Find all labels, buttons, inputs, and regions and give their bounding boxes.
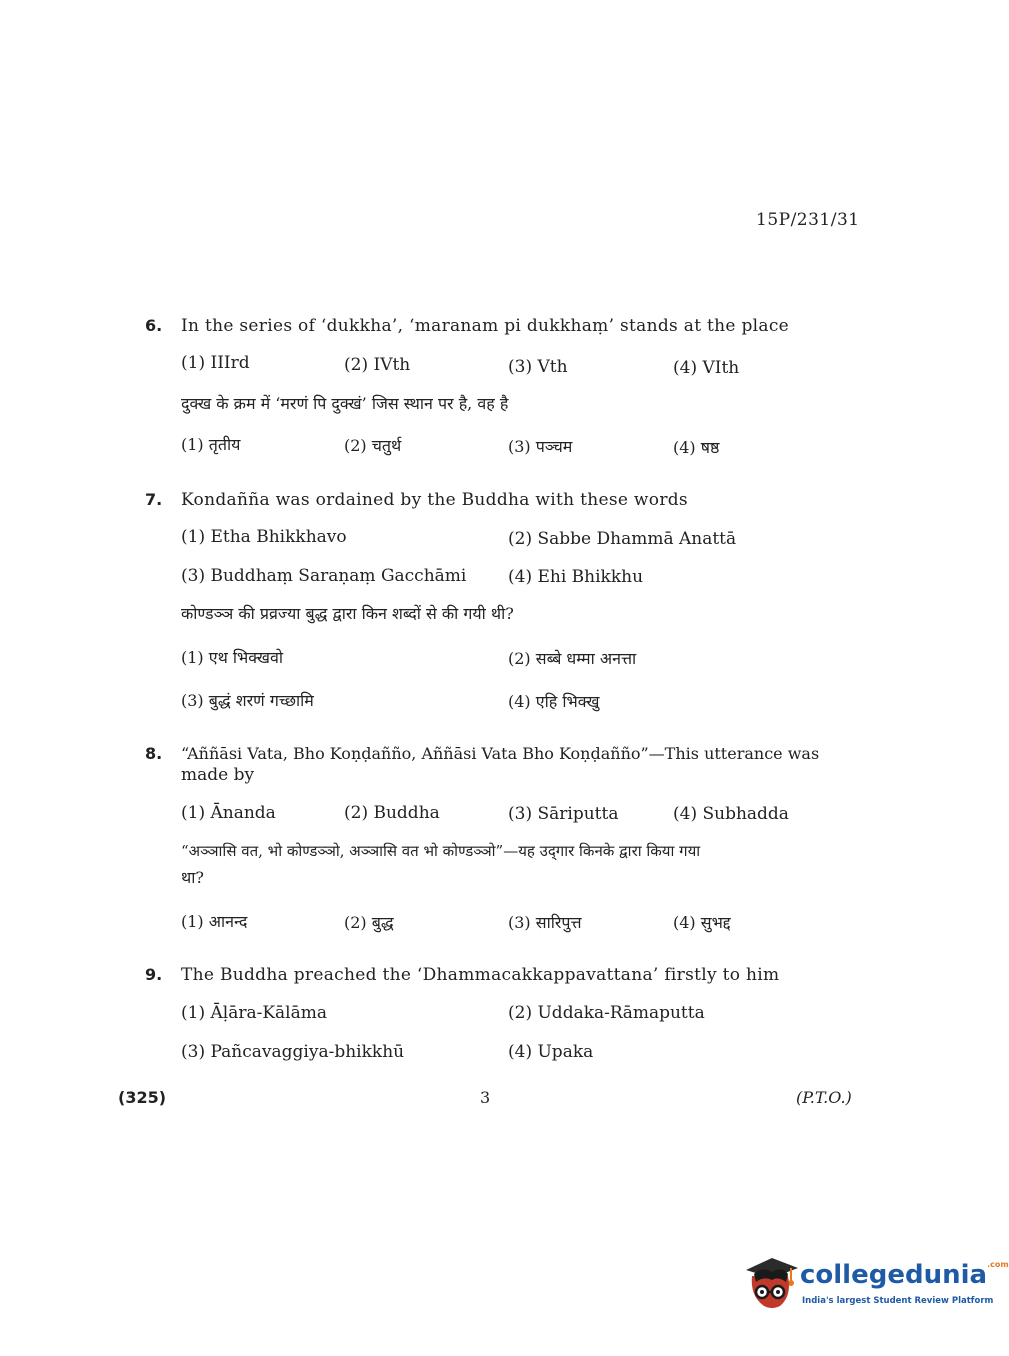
page-number: 3 bbox=[480, 1088, 491, 1107]
question-7-option-2: (2) Sabbe Dhammā Anattā bbox=[508, 529, 737, 549]
question-6-option-1: (1) IIIrd bbox=[181, 353, 250, 373]
question-7-text-en: Kondañña was ordained by the Buddha with these words bbox=[181, 490, 688, 510]
question-6-text-en: In the series of ‘dukkha’, ‘maranam pi dukkhaṃ’ stands at the place bbox=[181, 316, 790, 336]
question-9-option-4: (4) Upaka bbox=[508, 1042, 594, 1062]
collegedunia-logo[interactable] bbox=[742, 1252, 1009, 1318]
question-6-text-hi: दुक्ख के क्रम में ‘मरणं पि दुक्खं’ जिस स्थान पर है, वह है bbox=[181, 394, 509, 413]
question-7-option-1-hi: (1) एथ भिक्खवो bbox=[181, 648, 284, 667]
question-9-option-1: (1) Āḷāra-Kālāma bbox=[181, 1003, 328, 1023]
question-8-text-hi-line1: “अञ्ञासि वत, भो कोण्डञ्ञो, अञ्ञासि वत भो कोण्डञ्ञो”—यह उद्‌गार किनके द्वारा किया गया bbox=[181, 842, 701, 860]
question-8-number: 8. bbox=[145, 744, 163, 763]
question-8-option-3: (3) Sāriputta bbox=[508, 804, 619, 824]
paper-code: 15P/231/31 bbox=[756, 210, 860, 230]
question-8-option-2-hi: (2) बुद्ध bbox=[344, 913, 394, 932]
question-8-option-3-hi: (3) सारिपुत्त bbox=[508, 913, 582, 932]
question-6-option-4-hi: (4) षष्ठ bbox=[673, 438, 720, 457]
logo-tagline: India's largest Student Review Platform bbox=[802, 1296, 994, 1306]
question-8-option-2: (2) Buddha bbox=[344, 803, 440, 823]
question-7-number: 7. bbox=[145, 490, 163, 509]
question-6-option-2: (2) IVth bbox=[344, 355, 411, 375]
mascot-icon bbox=[742, 1252, 800, 1314]
footer-code: (325) bbox=[118, 1088, 167, 1107]
question-8-option-1-hi: (1) आनन्द bbox=[181, 912, 248, 931]
question-7-option-1: (1) Etha Bhikkhavo bbox=[181, 527, 347, 547]
question-6-option-4: (4) VIth bbox=[673, 358, 740, 378]
question-6-option-3-hi: (3) पञ्चम bbox=[508, 437, 573, 456]
question-7-option-4-hi: (4) एहि भिक्खु bbox=[508, 692, 600, 711]
please-turn-over: (P.T.O.) bbox=[796, 1088, 852, 1107]
question-8-option-1: (1) Ānanda bbox=[181, 803, 276, 823]
question-6-option-3: (3) Vth bbox=[508, 357, 568, 377]
question-9-number: 9. bbox=[145, 965, 163, 984]
logo-wordmark: collegedunia$^{.com}$ bbox=[800, 1260, 1009, 1290]
question-6-option-2-hi: (2) चतुर्थ bbox=[344, 436, 402, 455]
question-9-option-2: (2) Uddaka-Rāmaputta bbox=[508, 1003, 705, 1023]
question-7-option-4: (4) Ehi Bhikkhu bbox=[508, 567, 644, 587]
question-8-text-hi-line2: था? bbox=[181, 868, 204, 887]
question-6-number: 6. bbox=[145, 316, 163, 335]
question-8-text-en-line1: “Aññāsi Vata, Bho Koṇḍañño, Aññāsi Vata Bho Koṇḍañño”—This utterance was bbox=[181, 744, 820, 763]
question-7-option-2-hi: (2) सब्बे धम्मा अनत्ता bbox=[508, 649, 637, 668]
question-8-option-4-hi: (4) सुभद्द bbox=[673, 913, 731, 932]
question-7-option-3: (3) Buddhaṃ Saraṇaṃ Gacchāmi bbox=[181, 566, 467, 586]
question-8-option-4: (4) Subhadda bbox=[673, 804, 789, 824]
question-8-text-en-line2: made by bbox=[181, 765, 255, 785]
question-7-text-hi: कोण्डञ्ञ की प्रव्रज्या बुद्ध द्वारा किन शब्दों से की गयी थी? bbox=[181, 604, 514, 623]
question-7-option-3-hi: (3) बुद्धं शरणं गच्छामि bbox=[181, 691, 314, 710]
question-6-option-1-hi: (1) तृतीय bbox=[181, 435, 241, 454]
question-9-text-en: The Buddha preached the ‘Dhammacakkappavattana’ firstly to him bbox=[181, 965, 780, 985]
question-9-option-3: (3) Pañcavaggiya-bhikkhū bbox=[181, 1042, 405, 1062]
